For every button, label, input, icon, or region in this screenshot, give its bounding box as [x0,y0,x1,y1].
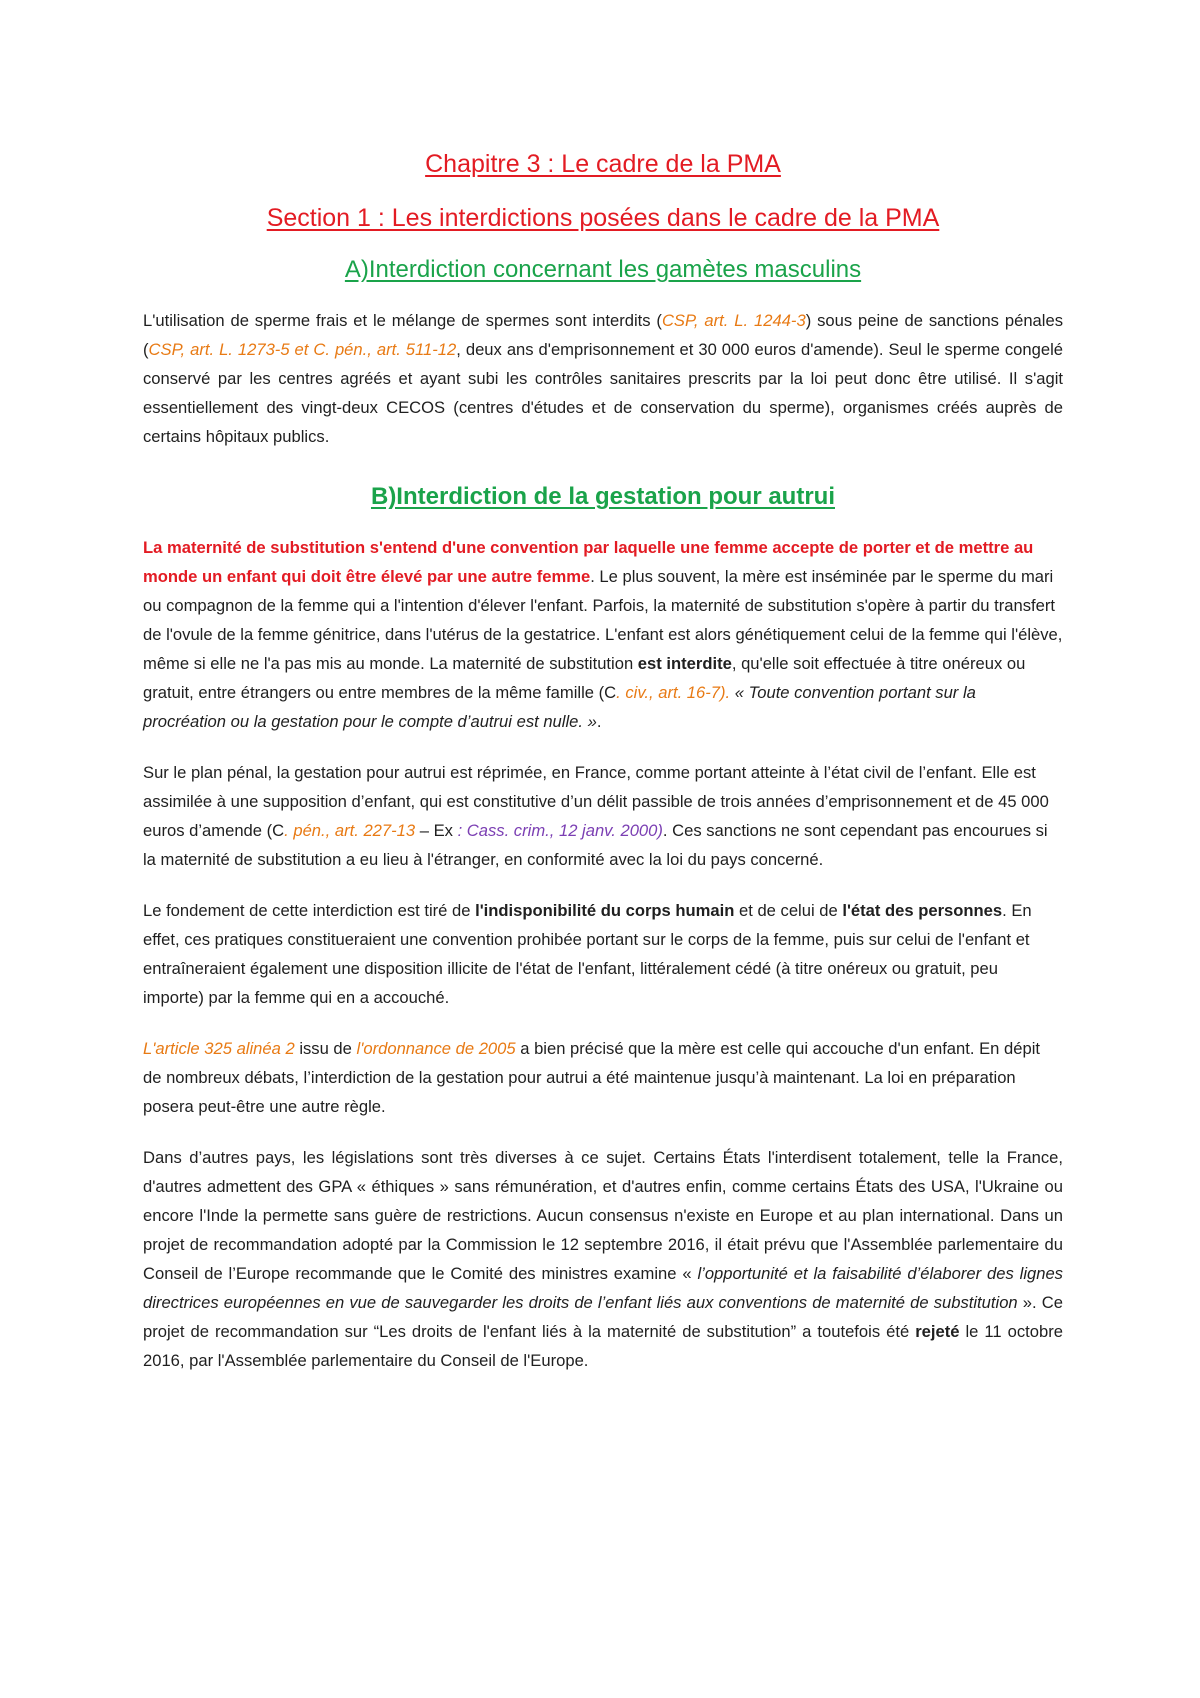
definition-text: La maternité de substitution s'entend d'une convention par laquelle une femme accepte de porter et de mettre au monde un enfant qui doit être élevé par une autre femme [143,538,1034,586]
paragraph-definition: La maternité de substitution s'entend d'une convention par laquelle une femme accepte de porter et de mettre au monde un enfant qui doit être élevé par une autre femme. Le plus souvent, la mère est inséminée par le sperme du mari ou compagnon de la femme qui a l'intention d'élever l'enfant. Parfois, la maternité de substitution s'opère à partir du transfert de l'ovule de la femme génitrice, dans l'utérus de la gestatrice. L'enfant est alors génétiquement celui de la femme qui l'élève, même si elle ne l'a pas mis au monde. La maternité de substitution est interdite, qu'elle soit effectuée à titre onéreux ou gratuit, entre étrangers ou entre membres de la même famille (C. civ., art. 16-7). « Toute convention portant sur la procréation ou la gestation pour le compte d’autrui est nulle. ». [143,538,1063,731]
legal-reference: CSP, art. L. 1273-5 et C. pén., art. 511-12 [148,340,457,359]
legal-reference: l'ordonnance de 2005 [356,1039,516,1058]
section-title: Section 1 : Les interdictions posées dans le cadre de la PMA [266,204,940,232]
chapter-title: Chapitre 3 : Le cadre de la PMA [425,150,781,178]
legal-reference: CSP, art. L. 1244-3 [661,311,806,330]
paragraph-fondement: Le fondement de cette interdiction est tiré de l'indisponibilité du corps humain et de celui de l'état des personnes. En effet, ces pratiques constitueraient une convention prohibée portant sur le corps de la femme, puis sur celui de l'enfant et entraîneraient également une disposition illicite de l'état de l'enfant, littéralement cédé (à titre onéreux ou gratuit, peu importe) par la femme qui en a accouché. [143,901,1032,1007]
heading-a: A)Interdiction concernant les gamètes masculins [344,256,862,283]
paragraph-international: Dans d’autres pays, les législations sont très diverses à ce sujet. Certains États l'interdisent totalement, telle la France, d'autres admettent des GPA « éthiques » sans rémunération, et d'autres enfin, comme certains États des USA, l'Ukraine ou encore l'Inde la permette sans guère de restrictions. Aucun consensus n'existe en Europe et au plan international. Dans un projet de recommandation adopté par la Commission le 12 septembre 2016, il était prévu que l'Assemblée parlementaire du Conseil de l’Europe recommande que le Comité des ministres examine « l’opportunité et la faisabilité d’élaborer des lignes directrices européennes en vue de sauvegarder les droits de l’enfant liés aux conventions de maternité de substitution ». Ce projet de recommandation sur “Les droits de l'enfant liés à la maternité de substitution” a toutefois été rejeté le 11 octobre 2016, par l'Assemblée parlementaire du Conseil de l'Europe. [143,1148,1063,1370]
heading-b: B)Interdiction de la gestation pour autrui [370,483,835,510]
paragraph-gametes: L'utilisation de sperme frais et le mélange de spermes sont interdits (CSP, art. L. 1244-3) sous peine de sanctions pénales (CSP, art. L. 1273-5 et C. pén., art. 511-12, deux ans d'emprisonnement et 30 000 euros d'amende). Seul le sperme congelé conservé par les centres agréés et ayant subi les contrôles sanitaires prescrits par la loi peut donc être utilisé. Il s'agit essentiellement des vingt-deux CECOS (centres d'études et de conservation du sperme), organismes créés auprès de certains hôpitaux publics. [143,311,1063,446]
legal-reference: L'article 325 alinéa 2 [143,1039,295,1058]
legal-reference: . pén., art. 227-13 [284,821,416,840]
paragraph-article-325: L'article 325 alinéa 2 issu de l'ordonnance de 2005 a bien précisé que la mère est celle qui accouche d'un enfant. En dépit de nombreux débats, l’interdiction de la gestation pour autrui a été maintenue jusqu’à maintenant. La loi en préparation posera peut-être une autre règle. [143,1039,1040,1116]
case-reference: : Cass. crim., 12 janv. 2000) [457,821,663,840]
paragraph-penal: Sur le plan pénal, la gestation pour autrui est réprimée, en France, comme portant atteinte à l’état civil de l’enfant. Elle est assimilée à une supposition d’enfant, qui est constitutive d’un délit passible de trois années d’emprisonnement et de 45 000 euros d’amende (C. pén., art. 227-13 – Ex : Cass. crim., 12 janv. 2000). Ces sanctions ne sont cependant pas encourues si la maternité de substitution a eu lieu à l'étranger, en conformité avec la loi du pays concerné. [143,763,1049,869]
legal-reference: . civ., art. 16-7). [616,683,731,702]
document-page [143,148,1063,1375]
